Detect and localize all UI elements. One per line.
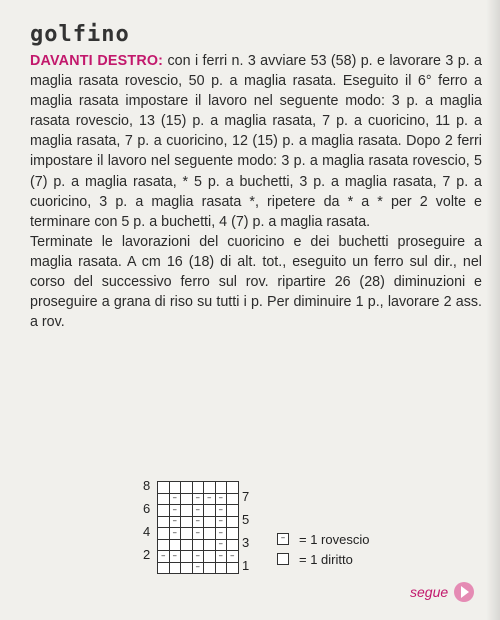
chart-cell — [158, 562, 170, 574]
chart-cell — [169, 539, 181, 551]
chart-cell: – — [169, 516, 181, 528]
chart-cell — [215, 562, 227, 574]
page-title: golfino — [30, 22, 130, 47]
chart-cell: – — [192, 505, 204, 517]
chart-row — [158, 551, 239, 563]
page-edge-shadow — [486, 0, 500, 620]
chart-cell — [158, 493, 170, 505]
paragraph-davanti-destro — [30, 51, 482, 232]
chart-cell — [215, 482, 227, 494]
chart-cell — [181, 482, 193, 494]
chart-cell: – — [169, 493, 181, 505]
arrow-right-icon — [454, 582, 474, 602]
row-number-right: 3 — [242, 535, 250, 550]
chart-cell — [227, 539, 239, 551]
chart-cell — [227, 562, 239, 574]
chart-cell — [227, 516, 239, 528]
chart-row — [158, 493, 239, 505]
chart-cell: – — [215, 539, 227, 551]
chart-cell — [169, 482, 181, 494]
chart-cell: – — [215, 493, 227, 505]
chart-cell — [181, 562, 193, 574]
instructions-text — [30, 51, 482, 332]
chart-cell — [204, 551, 216, 563]
segue-label: segue — [410, 584, 449, 600]
chart-cell — [158, 505, 170, 517]
chart-cell: – — [169, 505, 181, 517]
chart-cell — [204, 516, 216, 528]
chart-cell: – — [192, 493, 204, 505]
legend-item-diritto — [277, 549, 407, 569]
chart-row — [158, 505, 239, 517]
chart-cell: – — [192, 551, 204, 563]
chart-cell — [181, 493, 193, 505]
chart-cell — [204, 482, 216, 494]
chart-cell — [169, 562, 181, 574]
rovescio-symbol: – — [277, 533, 289, 545]
chart-cell — [181, 505, 193, 517]
chart-cell — [204, 562, 216, 574]
chart-cell — [181, 516, 193, 528]
chart-cell: – — [192, 528, 204, 540]
row-number-left: 4 — [143, 524, 151, 539]
chart-cell — [158, 482, 170, 494]
row-number-right: 7 — [242, 489, 250, 504]
row-number-left: 6 — [143, 501, 151, 516]
chart-cell — [158, 539, 170, 551]
chart-cell — [204, 528, 216, 540]
chart-cell: – — [192, 562, 204, 574]
paragraph-2: Terminate le lavorazioni del cuoricino e dei buchetti proseguire a maglia rasata. A cm 16 (18) di alt. tot., eseguito un ferro sul dir., nel corso del successivo ferro sul rov. ripartire 26 (28) diminuzioni e proseguire a grana di riso su tutti i p. Per diminuire 1 p., lavorare 2 ass. a rov. — [30, 233, 482, 331]
chart-cell — [227, 493, 239, 505]
chart-row — [158, 539, 239, 551]
chart-row — [158, 482, 239, 494]
row-number-left: 2 — [143, 547, 151, 562]
chart-cell — [227, 505, 239, 517]
chart-cell: – — [227, 551, 239, 563]
chart-cell — [181, 539, 193, 551]
chart-cell: – — [215, 528, 227, 540]
chart-row — [158, 516, 239, 528]
stitch-chart — [140, 478, 270, 578]
row-number-right: 1 — [242, 558, 250, 573]
diritto-symbol — [277, 553, 289, 565]
chart-cell — [181, 551, 193, 563]
chart-cell: – — [158, 551, 170, 563]
legend-item-rovescio — [277, 529, 407, 549]
chart-cell: – — [204, 493, 216, 505]
legend-label-diritto: = 1 diritto — [299, 551, 353, 567]
chart-cell — [227, 528, 239, 540]
chart-cell: – — [169, 551, 181, 563]
chart-legend — [277, 529, 407, 569]
chart-cell — [192, 539, 204, 551]
continue-link[interactable] — [410, 582, 474, 602]
chart-cell: – — [215, 505, 227, 517]
chart-cell — [204, 505, 216, 517]
chart-cell: – — [192, 516, 204, 528]
chart-row — [158, 562, 239, 574]
row-number-right: 5 — [242, 512, 250, 527]
chart-cell — [204, 539, 216, 551]
chart-cell — [192, 482, 204, 494]
chart-cell: – — [215, 516, 227, 528]
chart-grid — [157, 481, 239, 574]
chart-cell — [227, 482, 239, 494]
chart-row — [158, 528, 239, 540]
chart-cell — [158, 516, 170, 528]
legend-label-rovescio: = 1 rovescio — [299, 531, 370, 547]
row-number-left: 8 — [143, 478, 151, 493]
chart-cell — [181, 528, 193, 540]
section-heading: DAVANTI DESTRO: — [30, 53, 164, 69]
paragraph-1-text: con i ferri n. 3 avviare 53 (58) p. e lavorare 3 p. a maglia rasata rovescio, 50 p. a maglia rasata. Eseguito il 6° ferro a maglia rasata impostare il lavoro nel seguente modo: 3 p. a maglia rasata rovescio, 13 (15) p. a maglia rasata, 7 p. a cuoricino, 11 p. a maglia rasata, 7 p. a cuoricino, 12 (15) p. a maglia rasata. Dopo 2 ferri impostare il lavoro nel seguente modo: 3 p. a maglia rasata rovescio, 5 (7) p. a maglia rasata, * 5 p. a buchetti, 3 p. a maglia rasata, 7 p. a cuoricino, 3 p. a maglia rasata *, ripetere da * a * per 2 volte e terminare con 5 p. a buchetti, 4 (7) p. a maglia rasata. — [30, 53, 482, 230]
chart-cell: – — [215, 551, 227, 563]
chart-cell: – — [169, 528, 181, 540]
chart-cell — [158, 528, 170, 540]
